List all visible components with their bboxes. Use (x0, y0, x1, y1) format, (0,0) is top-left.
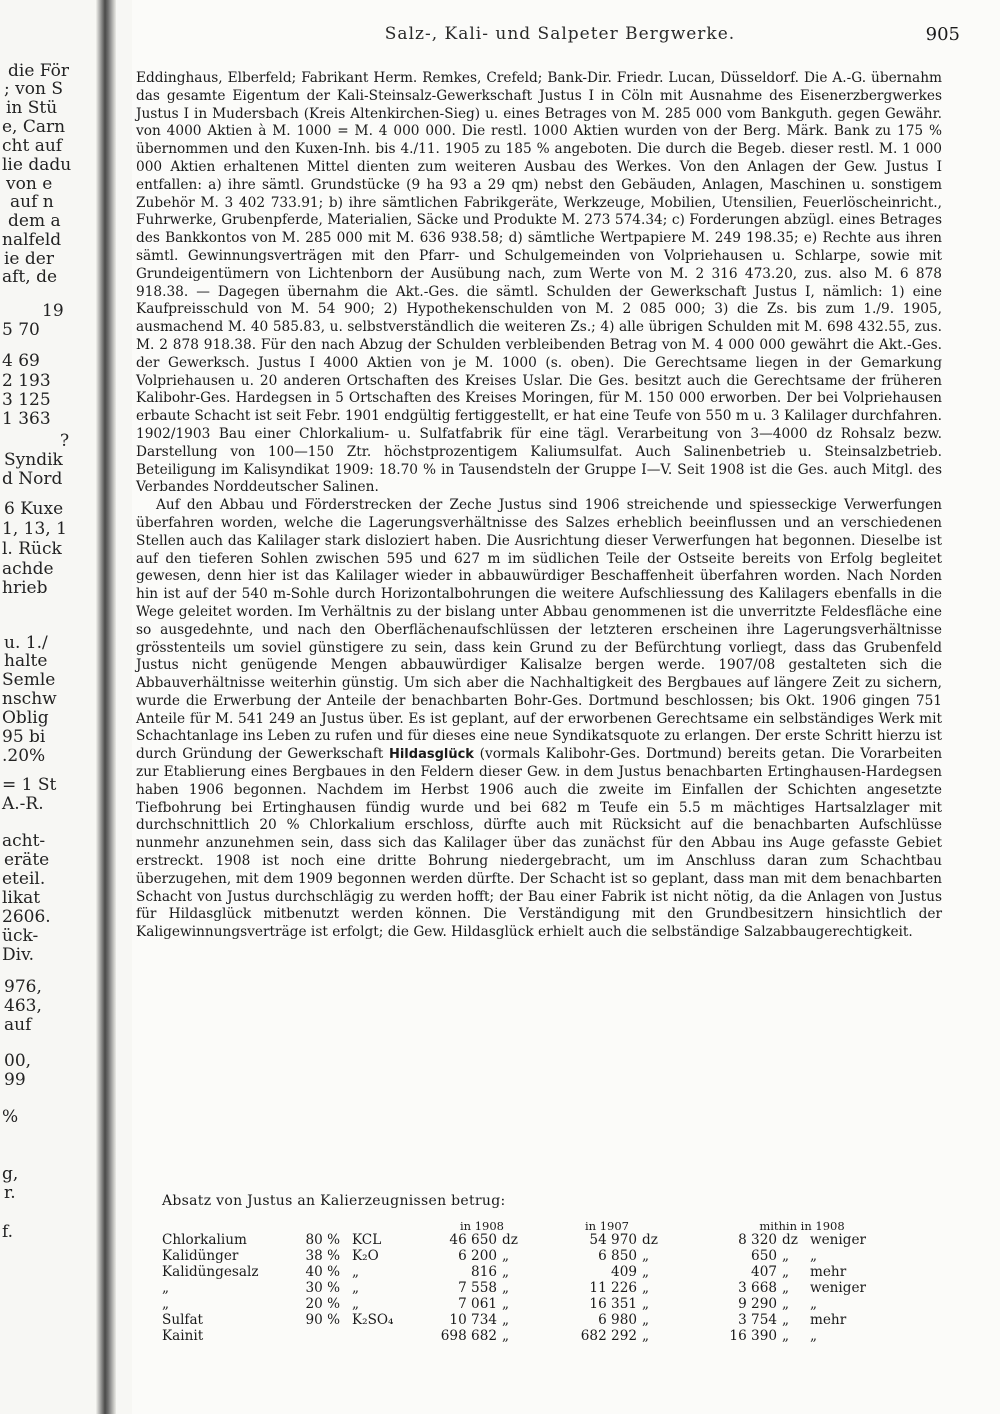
left-page-fragment: auf n (10, 192, 54, 212)
cell-formula: „ (352, 1264, 360, 1280)
cell-u2: „ (642, 1264, 650, 1280)
cell-percent: 40 % (305, 1264, 340, 1280)
left-page-fragment: 99 (4, 1070, 26, 1090)
table-row (162, 1280, 922, 1296)
mining-report-text: Auf den Abbau und Förderstrecken der Zeche Justus sind 1906 streichende und spiesseckige Verwerfungen überfahren worden, welche die Lagerungsverhältnisse des Salzes erheblich beeinflussen und an verschiedenen Stellen auch das Kalilager stark disloziert haben. Die Ausrichtung dieser Verwerfungen hat begonnen. Dieselbe ist auf den tieferen Sohlen zwischen 595 und 627 m im südlichen Teile der Ostseite bereits von Erfolg begleitet gewesen, denn hier ist das Kalilager wieder in abbauwürdiger Beschaffenheit überfahren worden. Nach Norden hin ist auf der 540 m-Sohle durch Horizontalbohrungen die weitere Aufschliessung des Kalilagers ebenfalls in die Wege geleitet worden. Im Verhältnis zu der bislang unter Abbau genommenen ist die unverritzte Feldesfläche eine so ausgedehnte, und nach den Oberflächenaufschlüssen der letzteren erscheinen ihre Lagerungsverhältnisse grösstenteils um soviel günstigere zu sein, dass kein Grund zu der Befürchtung vorliegt, dass das Grubenfeld Justus nicht genügende Mengen abbauwürdiger Kalisalze bergen werde. 1907/08 gestalteten sich die Abbauverhältnisse weiterhin günstig. Um sich aber die Nachhaltigkeit des Bergbaues auf längere Zeit zu sichern, wurde die Erwerbung der Anteile der benachbarten Bohr-Ges. Dortmund beschlossen; bis Okt. 1906 gingen 751 Anteile für M. 541 249 an Justus über. Es ist geplant, auf der erworbenen Gerechtsame ein selbständiges Werk mit Schachtanlage ins Leben zu rufen und für dieses eine neue Syndikatsquote zu erlangen. Der erste Schritt hierzu ist durch Gründung der Gewerkschaft (136, 497, 942, 763)
table-row (162, 1296, 922, 1312)
table-row (162, 1248, 922, 1264)
left-page-fragment: r. (4, 1183, 16, 1203)
cell-u2: „ (642, 1296, 650, 1312)
mine-name: Hildasglück (388, 747, 474, 763)
left-page-fragment: eteil. (2, 869, 46, 889)
cell-u1: „ (502, 1296, 510, 1312)
left-page-fragment: 00, (4, 1051, 32, 1071)
left-page-fragment: acht- (2, 831, 46, 851)
left-page-fragment: auf (4, 1015, 32, 1035)
left-page-fragment: .20% (2, 746, 46, 766)
cell-u2: „ (642, 1280, 650, 1296)
table-row (162, 1312, 922, 1328)
left-page-fragment: f. (2, 1222, 14, 1242)
table-row (162, 1264, 922, 1280)
cell-u3: „ (782, 1312, 790, 1328)
cell-y1908: 7 061 (458, 1296, 497, 1312)
cell-u3: „ (782, 1296, 790, 1312)
cell-product: „ (162, 1280, 170, 1296)
left-page-fragment: ück- (2, 926, 39, 946)
left-page-fragment: in Stü (6, 98, 58, 118)
cell-diff: 3 668 (738, 1280, 777, 1296)
cell-y1908: 46 650 (449, 1232, 497, 1248)
paragraph-mining-report (136, 497, 942, 942)
left-page-fragment: 95 bi (2, 727, 46, 747)
cell-u3: „ (782, 1328, 790, 1344)
cell-diff: 8 320 (738, 1232, 777, 1248)
cell-y1908: 10 734 (449, 1312, 497, 1328)
cell-y1907: 682 292 (580, 1328, 637, 1344)
left-page-fragment: % (2, 1107, 19, 1127)
cell-u2: „ (642, 1312, 650, 1328)
left-page-fragment: e, Carn (2, 117, 66, 137)
cell-formula: K₂O (352, 1248, 379, 1264)
left-page-fragment: aft, de (2, 267, 58, 287)
cell-formula: „ (352, 1280, 360, 1296)
cell-u2: „ (642, 1248, 650, 1264)
cell-percent: 90 % (305, 1312, 340, 1328)
page-number: 905 (925, 24, 960, 45)
paragraph-company-history: Eddinghaus, Elberfeld; Fabrikant Herm. Remkes, Crefeld; Bank-Dir. Friedr. Lucan, Düsseldorf. Die A.-G. übernahm das gesamte Eigentum der Kali-Steinsalz-Gewerkschaft Justus I in Cöln mit Ausnahme des Eisenerzbergwerkes Justus I in Mudersbach (Kreis Altenkirchen-Sieg) u. eines Betrages von M. 285 000 vom Bankguth. gegen Gewähr. von 4000 Aktien à M. 1000 = M. 4 000 000. Die restl. 1000 Aktien wurden von der Berg. Märk. Bank zu 175 % übernommen und den Kuxen-Inh. bis 4./11. 1905 zu 185 % angeboten. Die durch die Begeb. dieser restl. M. 1 000 000 Aktien erhaltenen Mittel dienten zum weiteren Ausbau des Werkes. Von den Anlagen der Gew. Justus I entfallen: a) ihre sämtl. Grundstücke (9 ha 93 a 29 qm) nebst den Gebäuden, Anlagen, Maschinen u. sonstigem Zubehör M. 3 402 733.91; b) ihre sämtlichen Fabrikgeräte, Werkzeuge, Mobilien, Utensilien, Feuerlöscheinricht., Fuhrwerke, Grubenpferde, Materialien, Säcke und Produkte M. 273 574.34; c) Forderungen abzügl. eines Betrages des Bankkontos von M. 285 000 mit M. 636 938.58; d) sämtliche Wertpapiere M. 249 198.35; e) Rechte aus ihren sämtl. Gewinnungsverträgen mit den Pfarr- und Schulgemeinden von Volpriehausen u. Schlarpe, sowie mit Grundeigentümern von Lichtenborn der Ausübung nach, zum Werte von M. 2 316 473.20, zus. also M. 6 878 918.38. — Dagegen übernahm die Akt.-Ges. die sämtl. Schulden der Gewerkschaft Justus I, nämlich: 1) eine Kaufpreisschuld von M. 54 900; 2) Hypothekenschulden von M. 2 085 000; 3) die Zs. bis zum 1./9. 1905, ausmachend M. 40 585.83, u. selbstverständlich die weiteren Zs.; 4) alle übrigen Schulden mit M. 698 432.55, zus. M. 2 878 918.38. Für den nach Abzug der Schulden verbleibenden Betrag von M. 4 000 000 gewährt die Akt.-Ges. der Gewerksch. Justus I 4000 Aktien von je M. 1000 (s. oben). Die Gerechtsame liegen in der Gemarkung Volpriehausen u. 20 anderen Ortschaften des Kreises Uslar. Die Ges. besitzt auch die Gerechtsame der früheren Kalibohr-Ges. Hardegsen in 5 Ortschaften des Kreises Moringen, für M. 150 000 erworben. Der bei Volpriehausen erbaute Schacht ist seit Febr. 1901 endgültig fertiggestellt, er hat eine Teufe von 550 m u. 3 Kalilager durchfahren. 1902/1903 Bau einer Chlorkalium- u. Sulfatfabrik für eine tägl. Verarbeitung von 3—4000 dz Rohsalz bezw. Darstellung von 100—150 Ztr. höchstprozentigem Kaliumsulfat. Auch Salinenbetrieb u. Steinsalzbetrieb. Beteiligung im Kalisyndikat 1909: 18.70 % in Tausendsteln der Gruppe I—V. Seit 1908 ist die Ges. auch Mitgl. des Verbandes Norddeutscher Salinen. (136, 70, 942, 496)
left-page-fragment: ? (60, 431, 70, 451)
left-page-fragment: halte (4, 651, 48, 671)
cell-y1907: 11 226 (589, 1280, 637, 1296)
cell-dir: „ (810, 1296, 818, 1312)
book-gutter-shadow (96, 0, 116, 1414)
left-page-fragment: 4 69 (2, 351, 40, 371)
left-page-fragment: lie dadu (2, 155, 72, 175)
left-page-fragment: u. 1./ (4, 633, 48, 653)
cell-product: Kainit (162, 1328, 204, 1344)
left-page-fragment: ie der (4, 249, 54, 269)
left-page-fragment: 3 125 (2, 390, 51, 410)
left-page-fragment: 2 193 (2, 371, 51, 391)
table-header-row (162, 1218, 922, 1232)
left-page-fragment: cht auf (2, 136, 63, 156)
cell-y1907: 6 850 (598, 1248, 637, 1264)
cell-y1908: 816 (471, 1264, 497, 1280)
cell-percent: 30 % (305, 1280, 340, 1296)
header-1907: in 1907 (584, 1219, 629, 1233)
cell-formula: K₂SO₄ (352, 1312, 394, 1328)
left-page-fragment: A.-R. (2, 794, 44, 814)
cell-y1908: 698 682 (440, 1328, 497, 1344)
header-1908: in 1908 (459, 1219, 504, 1233)
cell-product: „ (162, 1296, 170, 1312)
left-page-fragment: eräte (4, 850, 50, 870)
cell-y1907: 16 351 (589, 1296, 637, 1312)
left-page-fragment: Syndik (4, 450, 63, 470)
cell-product: Chlorkalium (162, 1232, 247, 1248)
left-page-fragment: 2606. (2, 907, 51, 927)
left-page-fragment: ; von S (4, 79, 63, 99)
cell-dir: weniger (810, 1280, 867, 1296)
cell-y1907: 6 980 (598, 1312, 637, 1328)
cell-formula: „ (352, 1296, 360, 1312)
left-page-fragment: d Nord (2, 469, 63, 489)
cell-u1: „ (502, 1264, 510, 1280)
left-page-fragment: 19 (42, 301, 64, 321)
cell-product: Kalidünger (162, 1248, 239, 1264)
cell-product: Sulfat (162, 1312, 204, 1328)
left-page-fragment: 6 Kuxe (4, 499, 64, 519)
left-page-fragment: 976, (4, 977, 42, 997)
left-page-fragment: 5 70 (2, 320, 40, 340)
header-difference: mithin in 1908 (759, 1219, 845, 1233)
running-title: Salz-, Kali- und Salpeter Bergwerke. (384, 24, 736, 44)
cell-percent: 38 % (305, 1248, 340, 1264)
body-text (136, 70, 942, 942)
left-page-fragment: nalfeld (2, 230, 62, 250)
adjacent-page-strip (0, 0, 132, 1414)
cell-diff: 650 (751, 1248, 777, 1264)
cell-dir: mehr (810, 1312, 847, 1328)
cell-y1907: 409 (611, 1264, 637, 1280)
left-page-fragment: 1 363 (2, 409, 51, 429)
mining-report-text-continued: (vormals Kalibohr-Ges. Dortmund) bereits getan. Die Vorarbeiten zur Etablierung eines Bergbaues in den Feldern dieser Gew. in dem Justus benachbarten Ertinghausen-Hardegsen haben 1906 begonnen. Nachdem im Herbst 1906 auch die zweite im Einfallen der Schichten angesetzte Tiefbohrung bei Ertinghausen fündig wurde und bei 682 m Teufe ein 5.5 m mächtiges Hartsalzlager mit durchschnittlich 20 % Chlorkalium erschloss, dürfte auch mit Rücksicht auf die benachbarten Aufschlüsse nunmehr anzunehmen sein, dass sich das Kalilager über das zunächst für den Abbau ins Auge gefasste Gebiet erstreckt. 1908 ist noch eine dritte Bohrung niedergebracht, um im Anschluss daran zum Schachtbau überzugehen, mit dem 1909 begonnen werden dürfte. Der Schacht ist so geplant, dass man mit dem benachbarten Schacht von Justus durchschlägig zu werden hofft; der Bau einer Fabrik ist nicht nötig, da die Anlagen von Justus für Hildasglück mitbenutzt werden können. Die Verständigung mit den Grundbesitzern hinsichtlich der Kaligewinnungsverträge ist erfolgt; die Gew. Hildasglück erhielt auch die selbständige Salzabbaugerechtigkeit. (136, 746, 943, 941)
cell-u1: „ (502, 1328, 510, 1344)
left-page-fragment: 463, (4, 996, 42, 1016)
cell-dir: „ (810, 1328, 818, 1344)
cell-percent: 80 % (305, 1232, 340, 1248)
left-page-fragment: = 1 St (2, 775, 57, 795)
cell-u2: „ (642, 1328, 650, 1344)
table-row (162, 1328, 922, 1344)
cell-percent: 20 % (305, 1296, 340, 1312)
cell-formula: KCL (352, 1232, 382, 1248)
cell-y1907: 54 970 (589, 1232, 637, 1248)
table-title: Absatz von Justus an Kalierzeugnissen betrug: (162, 1193, 506, 1209)
left-page-fragment: Semle (2, 670, 56, 690)
table-row (162, 1232, 922, 1248)
cell-u3: „ (782, 1248, 790, 1264)
left-page-fragment: nschw (2, 689, 57, 709)
production-table (162, 1218, 922, 1344)
left-page-fragment: l. Rück (2, 539, 62, 559)
cell-y1908: 7 558 (458, 1280, 497, 1296)
left-page-fragment: dem a (8, 211, 61, 231)
page-header (160, 22, 960, 48)
cell-u1: „ (502, 1280, 510, 1296)
cell-u3: „ (782, 1264, 790, 1280)
left-page-fragment: Div. (2, 945, 35, 965)
left-page-fragment: g, (2, 1164, 19, 1184)
left-page-fragment: Oblig (2, 708, 49, 728)
cell-u2: dz (642, 1232, 658, 1248)
left-page-fragment: achde (2, 559, 54, 579)
cell-diff: 3 754 (738, 1312, 777, 1328)
cell-u3: „ (782, 1280, 790, 1296)
cell-y1908: 6 200 (458, 1248, 497, 1264)
cell-diff: 9 290 (738, 1296, 777, 1312)
cell-dir: „ (810, 1248, 818, 1264)
cell-product: Kalidüngesalz (162, 1264, 259, 1280)
cell-u1: „ (502, 1312, 510, 1328)
left-page-fragment: von e (6, 174, 53, 194)
cell-u1: „ (502, 1248, 510, 1264)
cell-diff: 16 390 (729, 1328, 777, 1344)
left-page-fragment: die För (8, 61, 70, 81)
cell-dir: mehr (810, 1264, 847, 1280)
cell-u3: dz (782, 1232, 798, 1248)
cell-diff: 407 (751, 1264, 777, 1280)
left-page-fragment: 1, 13, 1 (2, 519, 67, 539)
left-page-fragment: hrieb (2, 578, 48, 598)
left-page-fragment: likat (2, 888, 41, 908)
cell-u1: dz (502, 1232, 518, 1248)
cell-dir: weniger (810, 1232, 867, 1248)
